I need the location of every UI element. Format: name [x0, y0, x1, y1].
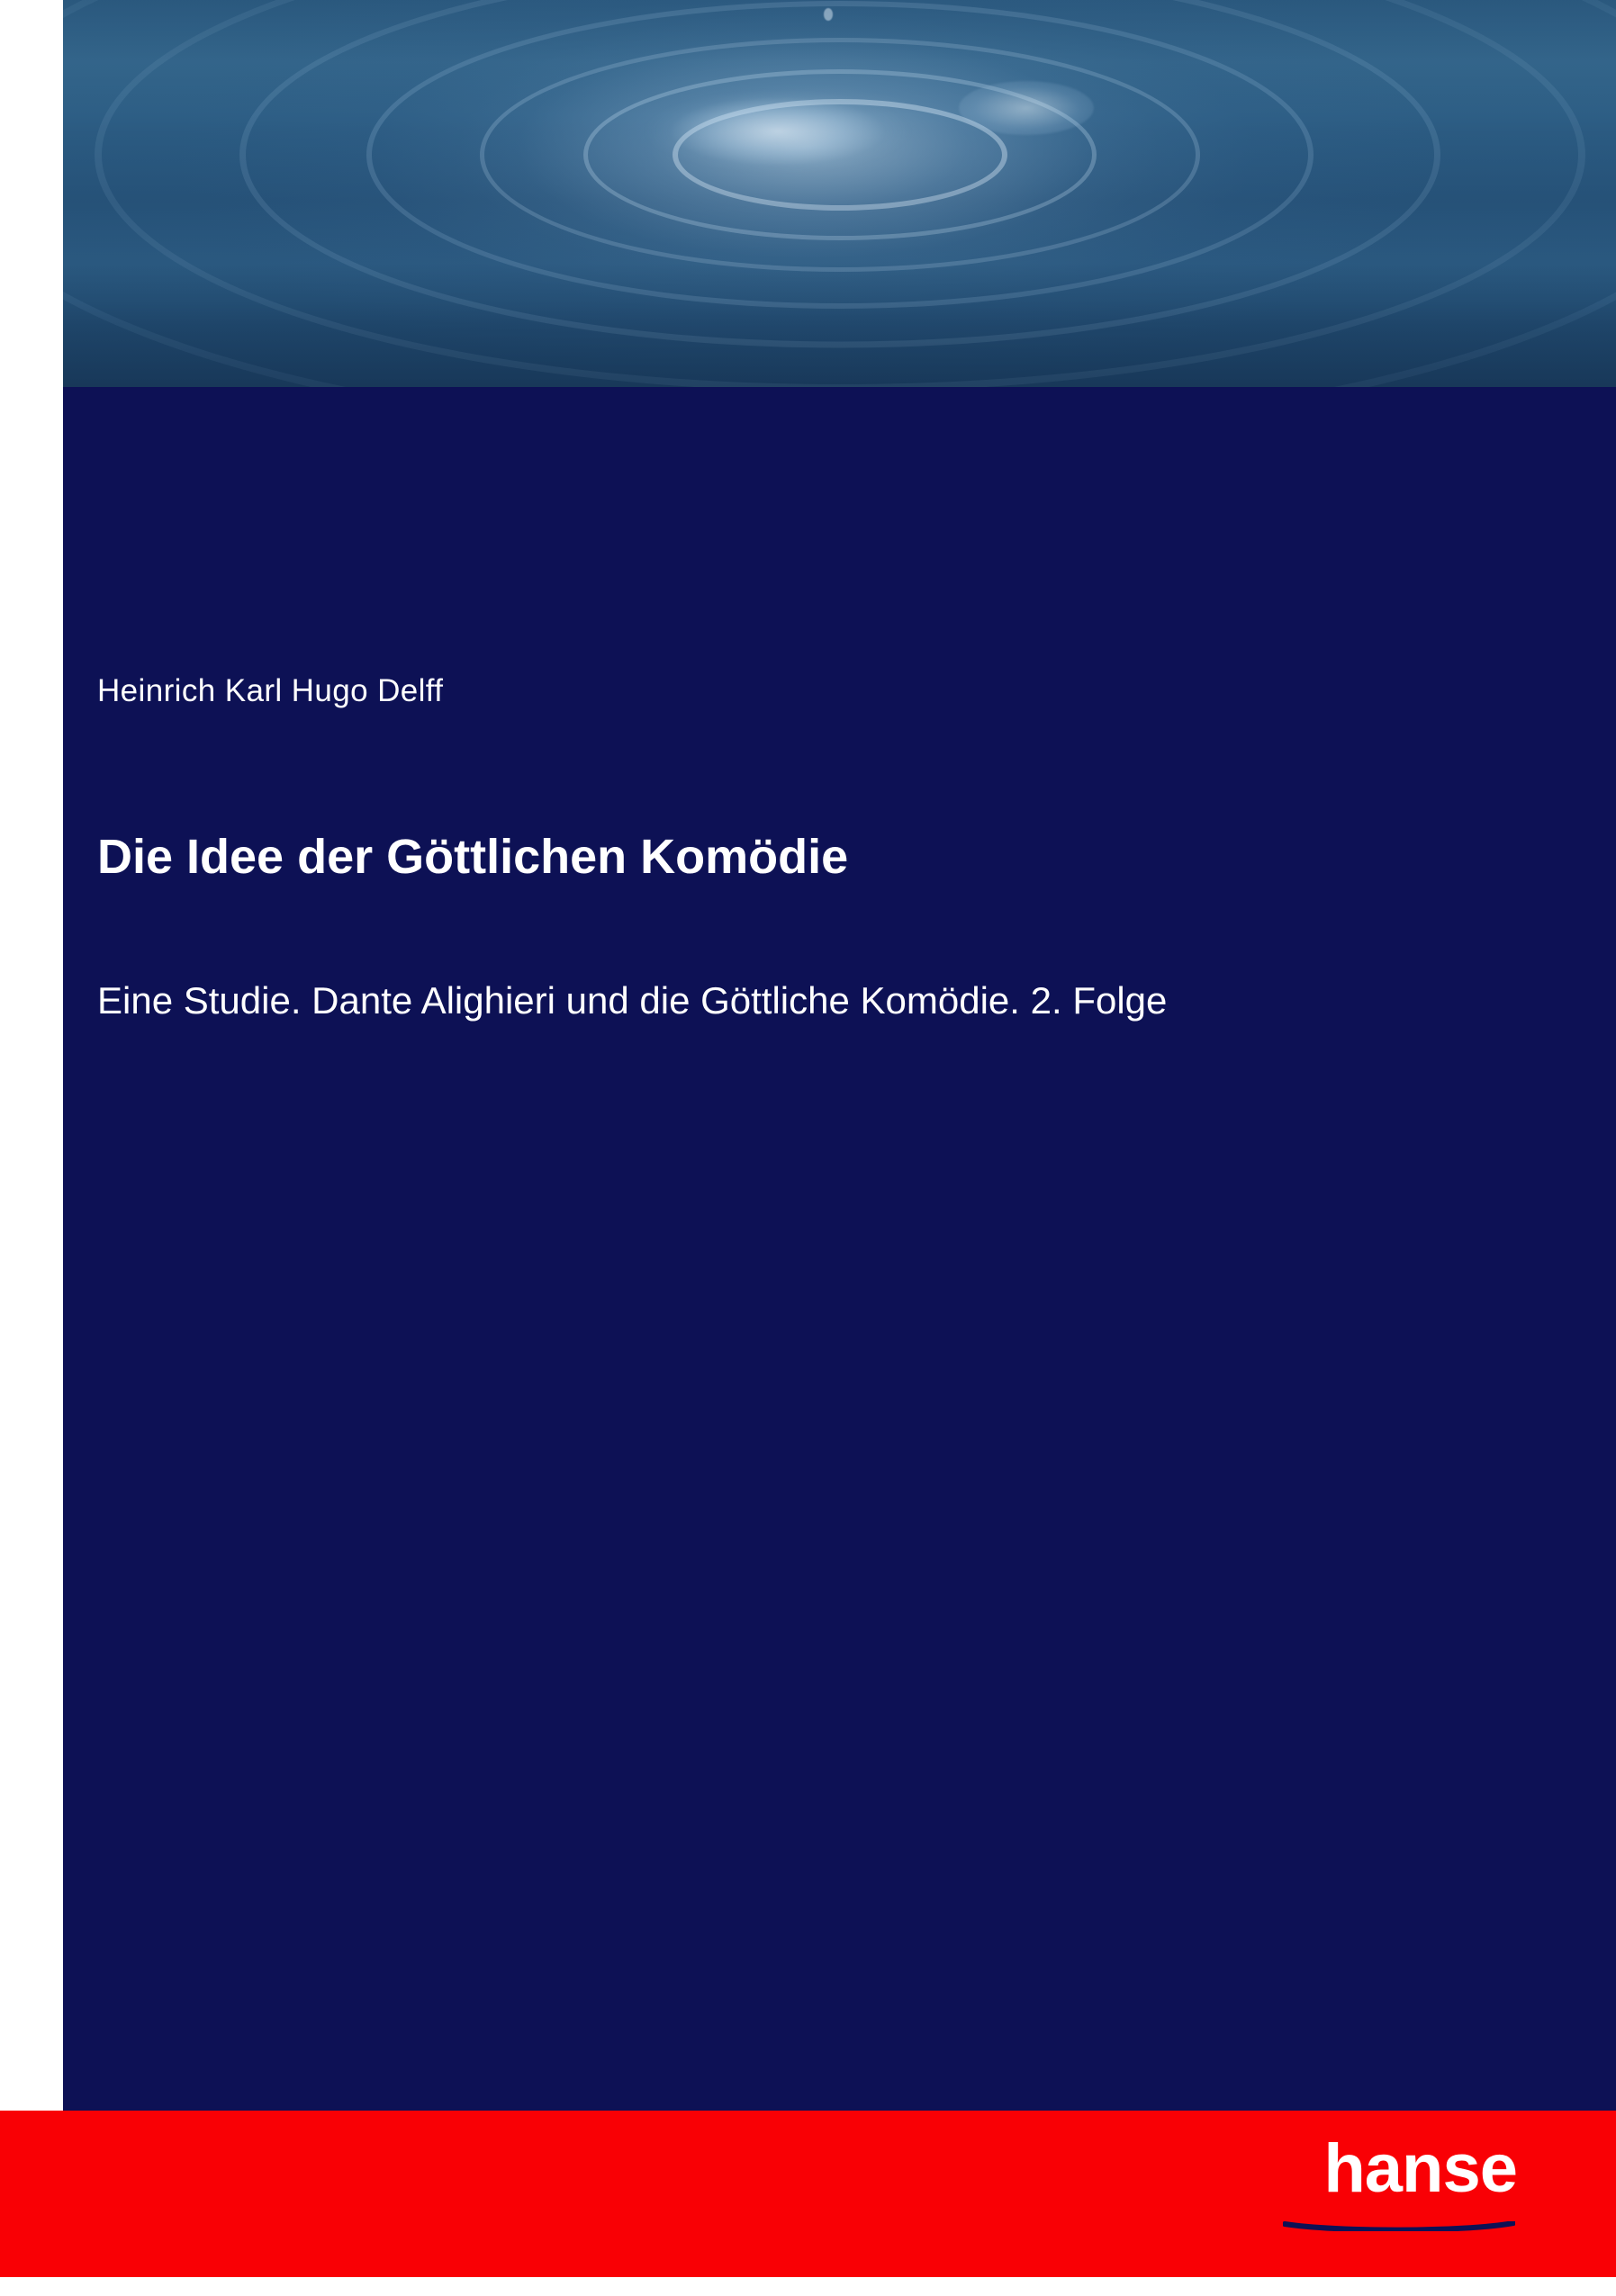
publisher-logo — [1247, 2130, 1517, 2243]
book-subtitle: Eine Studie. Dante Alighieri und die Göttliche Komödie. 2. Folge — [97, 979, 1168, 1022]
book-title: Die Idee der Göttlichen Komödie — [97, 830, 849, 884]
logo-swoosh-icon — [1283, 2221, 1515, 2231]
photo-shading-overlay — [63, 0, 1616, 387]
author-name: Heinrich Karl Hugo Delff — [97, 673, 444, 708]
publisher-logo-label: hanse — [1323, 2130, 1517, 2207]
cover-photo-water-ripples — [63, 0, 1616, 387]
